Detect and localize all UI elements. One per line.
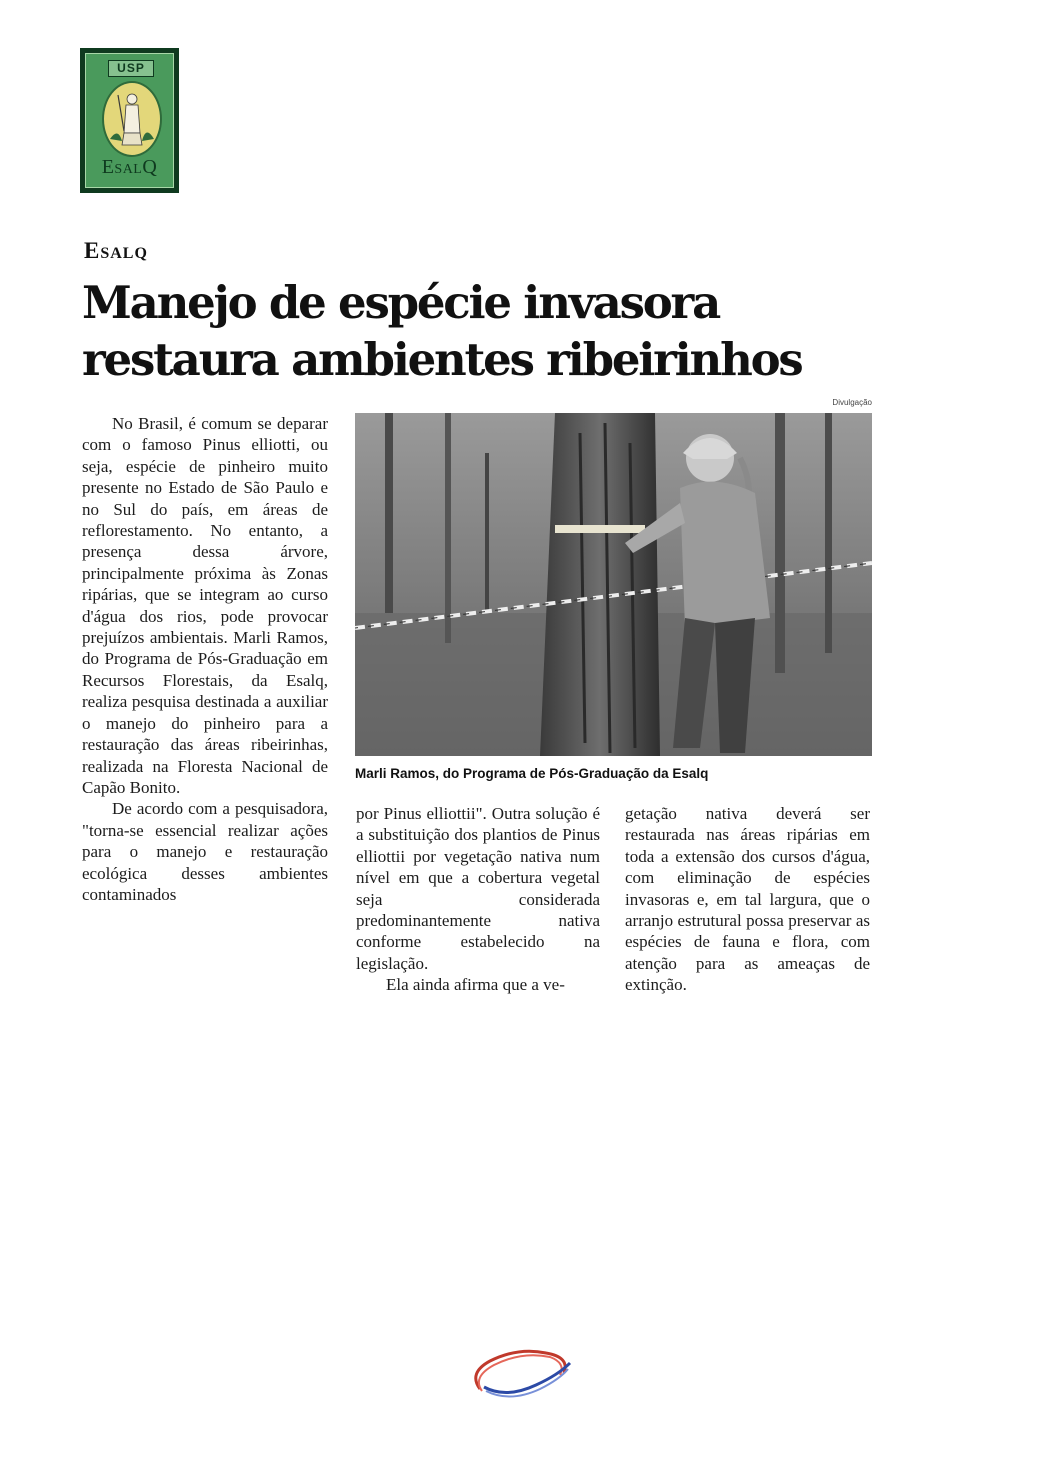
article-paragraph: De acordo com a pesquisadora, "torna-se essencial realizar ações para o manejo e restauração ecológica desses ambientes contaminados bbox=[82, 799, 328, 904]
article-paragraph: No Brasil, é comum se deparar com o famoso Pinus elliotti, ou seja, espécie de pinheiro muito presente no Estado de São Paulo e no Sul do país, em áreas de reflorestamento. No entanto, a presença dessa árvore, principalmente próxima às Zonas ripárias, que se integram ao curso d'água dos rios, pode provocar prejuízos ambientais. Marli Ramos, do Programa de Pós-Graduação em Recursos Florestais, da Esalq, realiza pesquisa destinada a auxiliar o manejo do pinheiro para a restauração das áreas ribeirinhas, realizada na Floresta Nacional de Capão Bonito. bbox=[82, 414, 328, 797]
photo-caption: Marli Ramos, do Programa de Pós-Graduação da Esalq bbox=[355, 766, 709, 781]
article-column-3 bbox=[625, 803, 870, 996]
headline: Manejo de espécie invasora restaura ambientes ribeirinhos bbox=[82, 276, 802, 386]
article-paragraph: Ela ainda afirma que a ve- bbox=[386, 975, 565, 995]
article-paragraph: por Pinus elliottii". Outra solução é a substituição dos plantios de Pinus elliottii por vegetação nativa num nível em que a cobertura vegetal seja considerada predominantemente nativa conforme estabelecido na legislação. bbox=[356, 804, 600, 973]
photo-credit: Divulgação bbox=[832, 398, 872, 407]
article-column-1 bbox=[82, 413, 328, 905]
article-photo bbox=[355, 413, 872, 756]
publisher-swirl-logo-icon bbox=[466, 1343, 574, 1405]
article-column-2 bbox=[356, 803, 600, 996]
article-paragraph: getação nativa deverá ser restaurada nas áreas ripárias em toda a extensão dos cursos d'água, com eliminação de espécies invasoras e, em tal largura, que o arranjo estrutural possa preservar as espécies de fauna e flora, com atenção para as ameaças de extinção. bbox=[625, 804, 870, 995]
usp-esalq-seal-icon bbox=[85, 53, 174, 188]
section-label: Esalq bbox=[84, 238, 148, 263]
logo-usp-text: USP bbox=[108, 60, 154, 77]
usp-esalq-logo bbox=[80, 48, 179, 193]
logo-figure-oval bbox=[102, 81, 162, 157]
logo-esalq-text: EsalQ bbox=[101, 156, 158, 178]
